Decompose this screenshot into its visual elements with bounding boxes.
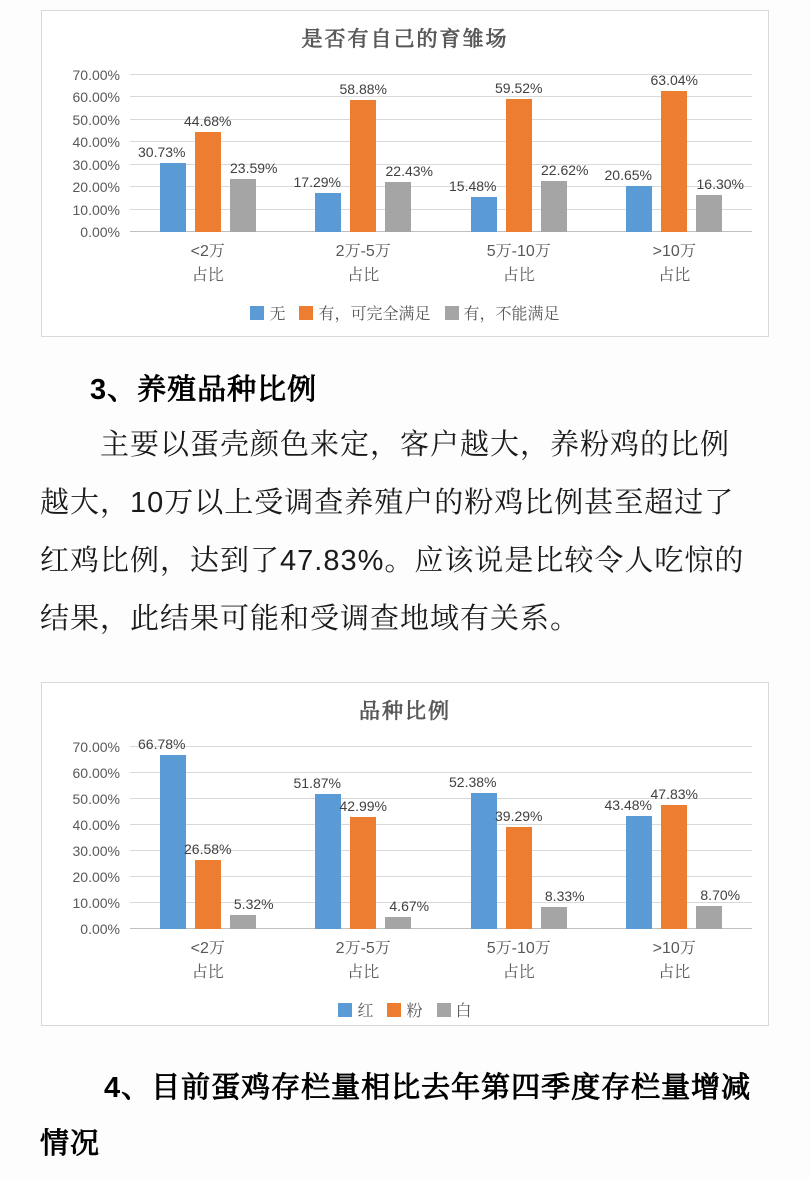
x-axis-spacer bbox=[58, 937, 130, 985]
y-axis bbox=[58, 67, 130, 240]
section-3-heading: 3、养殖品种比例 bbox=[90, 374, 318, 406]
plot-area bbox=[130, 736, 752, 929]
bar-data-label: 26.58% bbox=[184, 840, 232, 857]
bar-data-label: 15.48% bbox=[449, 178, 497, 195]
y-tick-label: 20.00% bbox=[72, 869, 120, 885]
legend-item bbox=[445, 301, 560, 324]
legend-swatch-icon bbox=[299, 306, 313, 320]
bar bbox=[230, 160, 278, 232]
legend-swatch-icon bbox=[445, 306, 459, 320]
groups bbox=[130, 736, 752, 929]
legend-swatch-icon bbox=[437, 1003, 451, 1017]
groups bbox=[130, 71, 752, 232]
plot-area bbox=[130, 71, 752, 232]
legend-label: 白 bbox=[455, 1003, 472, 1020]
y-tick-label: 0.00% bbox=[80, 224, 120, 240]
bar-data-label: 30.73% bbox=[138, 144, 186, 161]
x-axis bbox=[130, 240, 752, 288]
y-tick-label: 60.00% bbox=[72, 89, 120, 106]
bar bbox=[650, 785, 698, 929]
bar bbox=[449, 773, 497, 929]
bar bbox=[604, 166, 652, 232]
bar-data-label: 8.70% bbox=[700, 887, 741, 904]
y-tick-label: 50.00% bbox=[72, 791, 120, 807]
bar-data-label: 58.88% bbox=[339, 80, 387, 97]
x-axis-spacer bbox=[58, 240, 130, 288]
x-category-label: 2万-5万 占比 bbox=[335, 243, 391, 284]
bar-data-label: 59.52% bbox=[495, 79, 543, 96]
bar-data-label: 51.87% bbox=[293, 775, 341, 792]
bar bbox=[541, 888, 585, 929]
bar-group bbox=[130, 75, 286, 232]
chart-plot-row bbox=[58, 736, 752, 937]
legend-swatch-icon bbox=[387, 1003, 401, 1017]
legend-item bbox=[250, 301, 285, 324]
bar bbox=[696, 887, 741, 929]
bar-data-label: 52.38% bbox=[449, 773, 497, 790]
y-tick-label: 30.00% bbox=[72, 156, 120, 173]
x-category-label: >10万 占比 bbox=[652, 243, 696, 284]
bar bbox=[230, 896, 274, 929]
legend-label: 有，可完全满足 bbox=[318, 306, 431, 323]
y-tick-label: 70.00% bbox=[72, 67, 120, 83]
chart-plot-row bbox=[58, 67, 752, 240]
x-category-label: 5万-10万 占比 bbox=[486, 940, 551, 981]
legend bbox=[58, 998, 752, 1021]
bar bbox=[184, 112, 232, 232]
bar-data-label: 47.83% bbox=[650, 785, 698, 802]
bar-data-label: 8.33% bbox=[544, 888, 585, 905]
bar-group bbox=[441, 747, 597, 929]
legend-item bbox=[299, 301, 430, 324]
y-tick-label: 30.00% bbox=[72, 843, 120, 859]
bar bbox=[541, 162, 589, 232]
chart-title: 是否有自己的育雏场 bbox=[301, 28, 509, 51]
legend-item bbox=[437, 998, 472, 1021]
bar-group bbox=[597, 71, 753, 232]
bar bbox=[650, 71, 698, 232]
bar-data-label: 20.65% bbox=[604, 166, 652, 183]
bar-data-label: 17.29% bbox=[293, 174, 341, 191]
bar-group bbox=[441, 75, 597, 232]
breed-ratio-chart-card bbox=[41, 682, 769, 1026]
x-category-label: 5万-10万 占比 bbox=[486, 243, 551, 284]
paragraph-line: 主要以蛋壳颜色来定，客户越大，养粉鸡的比例 bbox=[100, 429, 731, 461]
bar bbox=[293, 775, 341, 929]
legend-label: 有，不能满足 bbox=[463, 306, 560, 323]
legend-label: 无 bbox=[269, 306, 286, 323]
bar-data-label: 22.43% bbox=[385, 162, 433, 179]
chart-title: 品种比例 bbox=[359, 700, 451, 723]
y-tick-label: 40.00% bbox=[72, 817, 120, 833]
bar-data-label: 4.67% bbox=[389, 897, 430, 914]
section-3-paragraph bbox=[40, 416, 776, 648]
y-axis bbox=[58, 739, 130, 937]
x-axis-row bbox=[58, 240, 752, 288]
bar-data-label: 22.62% bbox=[541, 162, 589, 179]
bar-data-label: 16.30% bbox=[696, 176, 744, 193]
bar bbox=[696, 176, 744, 232]
bar bbox=[184, 840, 232, 929]
x-axis bbox=[130, 937, 752, 985]
bar-group bbox=[597, 747, 753, 929]
y-tick-label: 40.00% bbox=[72, 134, 120, 151]
bar-data-label: 39.29% bbox=[495, 807, 543, 824]
heading-line: 4、目前蛋鸡存栏量相比去年第四季度存栏量增减 bbox=[104, 1072, 752, 1104]
bar bbox=[495, 79, 543, 232]
x-category-label: <2万 占比 bbox=[190, 940, 225, 981]
x-category-label: 2万-5万 占比 bbox=[335, 940, 391, 981]
y-tick-label: 50.00% bbox=[72, 111, 120, 128]
bar-data-label: 42.99% bbox=[339, 798, 387, 815]
brooding-farm-chart-card bbox=[41, 10, 769, 337]
bar bbox=[449, 178, 497, 232]
bar-data-label: 66.78% bbox=[138, 736, 186, 753]
legend-label: 粉 bbox=[406, 1003, 423, 1020]
y-tick-label: 70.00% bbox=[72, 739, 120, 755]
legend-item bbox=[387, 998, 422, 1021]
x-axis-row bbox=[58, 937, 752, 985]
y-tick-label: 0.00% bbox=[80, 921, 120, 937]
y-tick-label: 10.00% bbox=[72, 201, 120, 218]
paragraph-line: 结果，此结果可能和受调查地域有关系。 bbox=[40, 603, 581, 635]
bar bbox=[293, 174, 341, 232]
bar bbox=[339, 80, 387, 232]
bar-data-label: 63.04% bbox=[650, 71, 698, 88]
bar-group bbox=[286, 75, 442, 232]
x-category-label: >10万 占比 bbox=[652, 940, 696, 981]
legend-swatch-icon bbox=[250, 306, 264, 320]
bar bbox=[604, 796, 652, 929]
bar-group bbox=[130, 736, 286, 929]
bar bbox=[495, 807, 543, 929]
paragraph-line: 红鸡比例，达到了47.83%。应该说是比较令人吃惊的 bbox=[40, 545, 745, 577]
legend bbox=[58, 301, 752, 324]
paragraph-line: 越大，10万以上受调查养殖户的粉鸡比例甚至超过了 bbox=[40, 487, 735, 519]
bar-data-label: 43.48% bbox=[604, 796, 652, 813]
bar-data-label: 5.32% bbox=[233, 896, 274, 913]
bar bbox=[385, 897, 430, 929]
bar bbox=[339, 798, 387, 929]
bar-group bbox=[286, 747, 442, 929]
legend-item bbox=[338, 998, 373, 1021]
bar-data-label: 23.59% bbox=[230, 160, 278, 177]
bar bbox=[138, 144, 186, 232]
legend-swatch-icon bbox=[338, 1003, 352, 1017]
bar-data-label: 44.68% bbox=[184, 112, 232, 129]
bar bbox=[385, 162, 433, 232]
y-tick-label: 20.00% bbox=[72, 179, 120, 196]
bar bbox=[138, 736, 186, 929]
legend-label: 红 bbox=[357, 1003, 374, 1020]
y-tick-label: 10.00% bbox=[72, 895, 120, 911]
y-tick-label: 60.00% bbox=[72, 765, 120, 781]
heading-line: 情况 bbox=[40, 1128, 101, 1160]
x-category-label: <2万 占比 bbox=[190, 243, 225, 284]
section-4-heading bbox=[40, 1060, 776, 1172]
